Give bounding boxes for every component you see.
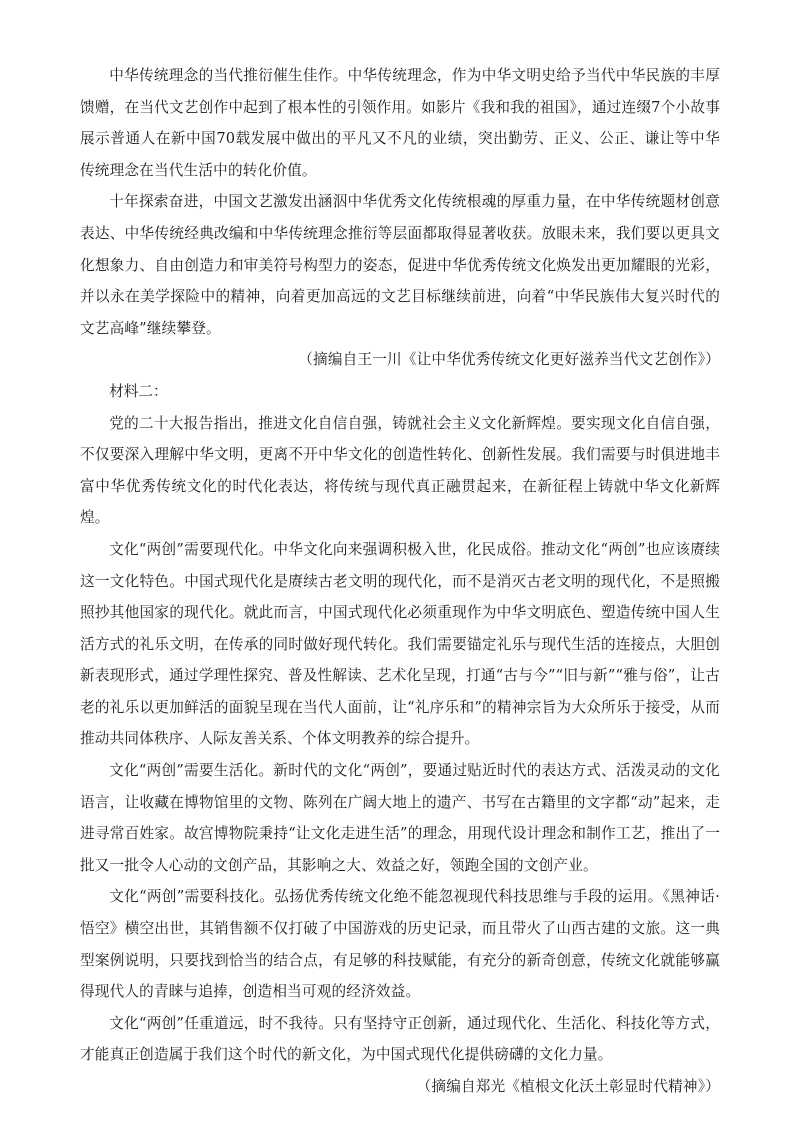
paragraph-modernization: 文化“两创”需要现代化。中华文化向来强调积极入世，化民成俗。推动文化“两创”也应该赓续这一文化特色。中国式现代化是赓续古老文明的现代化，而不是消灭古老文明的现代化，不是照搬照抄其他国家的现代化。就此而言，中国式现代化必须重现作为中华文明底色、塑造传统中国人生活方式的礼乐文明，在传承的同时做好现代转化。我们需要锚定礼乐与现代生活的连接点，大胆创新表现形式，通过学理性探究、普及性解读、艺术化呈现，打通“古与今”“旧与新”“雅与俗”，让古老的礼乐以更加鲜活的面貌呈现在当代人面前，让“礼序乐和”的精神宗旨为大众所乐于接受，从而推动共同体秩序、人际友善关系、个体文明教养的综合提升。 xyxy=(80,540,720,748)
paragraph-traditional-ideas: 中华传统理念的当代推衍催生佳作。中华传统理念，作为中华文明史给予当代中华民族的丰厚馈赠，在当代文艺创作中起到了根本性的引领作用。如影片《我和我的祖国》，通过连缀7个小故事展示普通人在新中国70载发展中做出的平凡又不凡的业绩，突出勤劳、正义、公正、谦让等中华传统理念在当代生活中的转化价值。 xyxy=(80,67,720,179)
paragraph-daily-life: 文化“两创”需要生活化。新时代的文化“两创”，要通过贴近时代的表达方式、活泼灵动的文化语言，让收藏在博物馆里的文物、陈列在广阔大地上的遗产、书写在古籍里的文字都“动”起来，走进寻常百姓家。故宫博物院秉持“让文化走进生活”的理念，用现代设计理念和制作工艺，推出了一批又一批令人心动的文创产品，其影响之大、效益之好，领跑全国的文创产业。 xyxy=(80,762,720,874)
material-two-section xyxy=(80,376,720,1103)
paragraph-long-road: 文化“两创”任重道远，时不我待。只有坚持守正创新，通过现代化、生活化、科技化等方式，才能真正创造属于我们这个时代的新文化，为中国式现代化提供磅礴的文化力量。 xyxy=(80,1014,720,1064)
material-two-label: 材料二： xyxy=(109,382,168,400)
source-citation-zheng: （摘编自郑光《植根文化沃土彰显时代精神》） xyxy=(416,1078,720,1095)
material-one-section xyxy=(80,60,720,376)
paragraph-ten-years-exploration: 十年探索奋进，中国文艺激发出涵泅中华优秀文化传统根魂的厚重力量，在中华传统题材创意表达、中华传统经典改编和中华传统理念推衍等层面都取得显著收获。放眼未来，我们要以更具文化想象力、自由创造力和审美符号构型力的姿态，促进中华优秀传统文化焕发出更加耀眼的光彩，并以永在美学探险中的精神，向着更加高远的文艺目标继续前进，向着“中华民族伟大复兴时代的文艺高峰”继续攀登。 xyxy=(80,193,720,337)
document-page xyxy=(80,60,720,1103)
paragraph-cultural-confidence: 党的二十大报告指出，推进文化自信自强，铸就社会主义文化新辉煌。要实现文化自信自强，不仅要深入理解中华文明，更离不开中华文化的创造性转化、创新性发展。我们需要与时俱进地丰富中华优秀传统文化的时代化表达，将传统与现代真正融贯起来，在新征程上铸就中华文化新辉煌。 xyxy=(80,414,720,527)
paragraph-technology: 文化“两创”需要科技化。弘扬优秀传统文化绝不能忽视现代科技思维与手段的运用。《黑神话·悟空》横空出世，其销售额不仅打破了中国游戏的历史记录，而且带火了山西古建的文旅。这一典型案例说明，只要找到恰当的结合点，有足够的科技赋能，有充分的新奇创意，传统文化就能够赢得现代人的青睐与追捧，创造相当可观的经济效益。 xyxy=(80,888,720,1001)
source-citation-wang: （摘编自王一川《让中华优秀传统文化更好滋养当代文艺创作》） xyxy=(298,351,720,369)
